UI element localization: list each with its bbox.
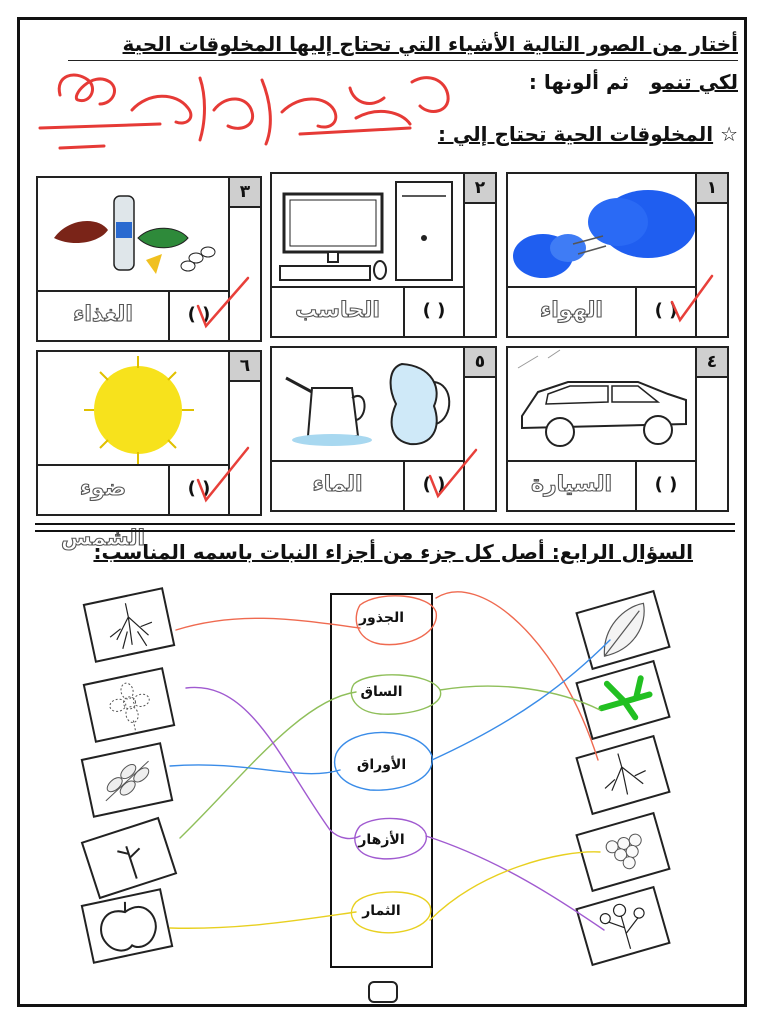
instruction-grow: لكي تنمو bbox=[650, 70, 738, 94]
card-number: ٢ bbox=[463, 174, 495, 204]
card-number: ٦ bbox=[228, 352, 260, 382]
card-number: ١ bbox=[695, 174, 727, 204]
label-circle-roots bbox=[356, 596, 436, 645]
worksheet-title: أختار من الصور التالية الأشياء التي تحتاج إليها المخلوقات الحية bbox=[122, 32, 738, 56]
label-circle-leaves bbox=[335, 732, 433, 790]
match-line-leaves-left bbox=[170, 765, 340, 774]
living-needs-heading: المخلوقات الحية تحتاج إلي : bbox=[437, 122, 714, 146]
part-label-stem: الساق bbox=[360, 684, 403, 700]
answer-bracket[interactable]: ( ) bbox=[168, 464, 228, 514]
answer-bracket[interactable]: ( ) bbox=[168, 290, 228, 340]
card-label: ضوء الشمس bbox=[60, 476, 146, 551]
answer-bracket[interactable]: ( ) bbox=[403, 460, 463, 510]
card-label: الماء bbox=[312, 472, 363, 497]
answer-bracket[interactable]: ( ) bbox=[635, 286, 695, 336]
match-line-roots-right bbox=[436, 592, 598, 760]
part-label-leaves: الأوراق bbox=[356, 757, 407, 773]
match-line-flowers-right bbox=[426, 836, 604, 930]
match-line-stem-right bbox=[440, 686, 600, 710]
card-label: الغذاء bbox=[73, 302, 133, 327]
match-line-roots-left bbox=[176, 618, 360, 630]
match-line-fruits-left bbox=[170, 912, 356, 928]
part-label-flowers: الأزهار bbox=[358, 832, 405, 848]
card-label: الهواء bbox=[540, 298, 603, 323]
card-label: الحاسب bbox=[295, 298, 380, 323]
label-circle-flowers bbox=[355, 818, 427, 858]
answer-bracket[interactable]: ( ) bbox=[635, 460, 695, 510]
card-number: ٣ bbox=[228, 178, 260, 208]
page-number-box bbox=[368, 981, 398, 1003]
answer-bracket[interactable]: ( ) bbox=[403, 286, 463, 336]
star-icon: ☆ bbox=[720, 122, 738, 146]
card-number: ٥ bbox=[463, 348, 495, 378]
match-line-leaves-right bbox=[432, 640, 610, 760]
instruction-color: ثم ألونها : bbox=[528, 70, 630, 94]
part-label-roots: الجذور bbox=[359, 610, 404, 626]
part-label-fruits: الثمار bbox=[362, 903, 401, 919]
card-label: السيارة bbox=[530, 472, 613, 497]
card-number: ٤ bbox=[695, 348, 727, 378]
label-circle-stem bbox=[351, 675, 440, 714]
label-circle-fruits bbox=[351, 892, 430, 933]
question-4-heading: السؤال الرابع: أصل كل جزء من أجزاء النبات باسمه المناسب: bbox=[93, 540, 693, 564]
